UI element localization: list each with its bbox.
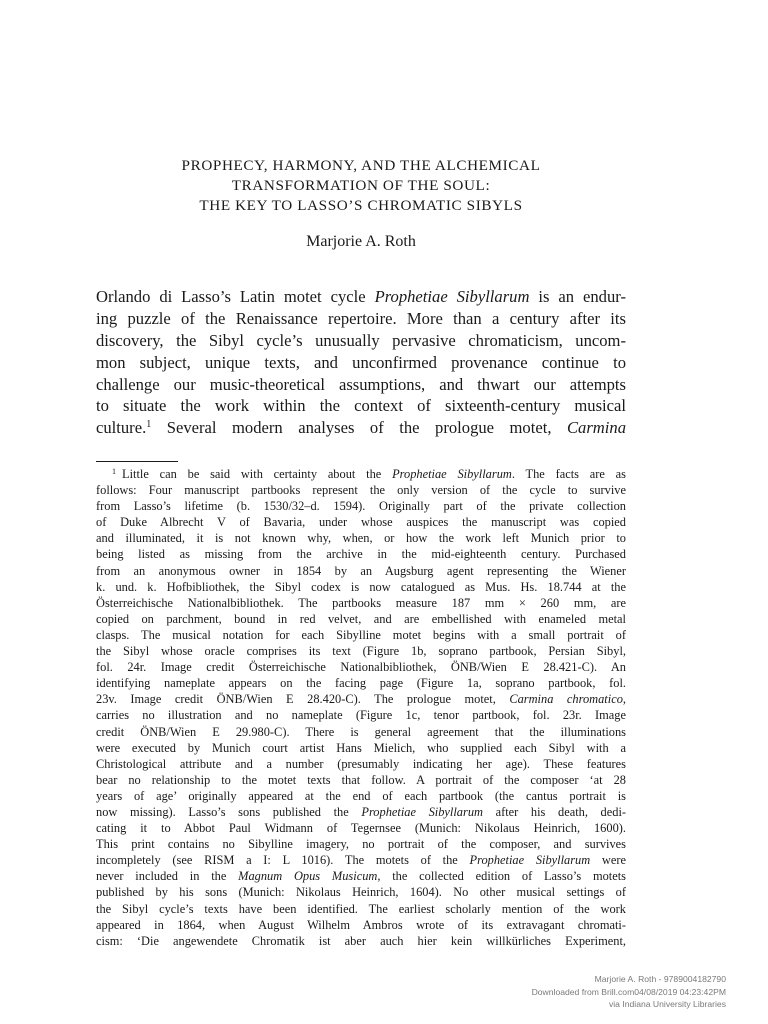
body-line <box>96 286 626 308</box>
footnote-line: cism: ‘Die angewendete Chromatik ist aber auch hier kein willkürliches Experiment, <box>96 933 626 948</box>
footnote-line: fol. 24r. Image credit Österreichische Nationalbibliothek, ÖNB/Wien E 28.421-C). An <box>96 660 626 675</box>
footnote-line: k. und. k. Hofbibliothek, the Sibyl codex is now catalogued as Mus. Hs. 18.744 at the <box>96 579 626 594</box>
footnote-line: being listed as missing from the archive in the mid-eighteenth century. Purchased <box>96 547 626 562</box>
footnote-line <box>96 804 626 820</box>
footnote-line: bear no relationship to the motet texts that follow. A portrait of the composer ‘at 28 <box>96 772 626 787</box>
stamp-line: via Indiana University Libraries <box>608 999 726 1009</box>
title-line: TRANSFORMATION OF THE SOUL: <box>231 177 491 194</box>
footnote-line: the Sibyl whose oracle comprises its text (Figure 1b, soprano partbook, Persian Sibyl, <box>96 644 626 659</box>
footnote-marker: 1 <box>112 467 116 476</box>
italic-title: Magnum Opus Musicum <box>238 869 378 884</box>
footnote-line: clasps. The musical notation for each Sibylline motet begins with a small portrait of <box>96 627 626 642</box>
article-page <box>96 0 626 1024</box>
italic-title: Prophetiae Sibyllarum <box>374 287 530 306</box>
footnote-text-run: , <box>622 692 626 707</box>
footnote-line <box>96 868 626 884</box>
title-line: PROPHECY, HARMONY, AND THE ALCHEMICAL <box>181 157 541 174</box>
body-line: challenge our music-theoretical assumptions, and thwart our attempts <box>96 374 626 394</box>
body-line <box>96 417 626 439</box>
footnote-line: copied on parchment, bound in red velvet, and are embellished with enameled metal <box>96 611 626 626</box>
article-title <box>96 156 626 216</box>
body-text-run: Orlando di Lasso’s Latin motet cycle <box>96 287 375 306</box>
footnote-line: and illuminated, it is not known why, when, or how the work left Munich prior to <box>96 531 626 546</box>
footnote-line: credit ÖNB/Wien E 29.980-C). There is general agreement that the illuminations <box>96 724 626 739</box>
italic-title: Prophetiae Sibyllarum <box>392 467 512 481</box>
footnote-text-run: after his death, dedi- <box>482 804 626 819</box>
footnote-line <box>96 852 626 868</box>
footnote-line <box>96 466 626 482</box>
body-text-run: Several modern analyses of the prologue motet, <box>151 418 567 438</box>
footnote-line: published by his sons (Munich: Nikolaus Heinrich, 1604). No other musical settings of <box>96 885 626 900</box>
footnote-line: from Lasso’s lifetime (b. 1530/32–d. 1594). Originally part of the private collection <box>96 499 626 514</box>
footnote-line: follows: Four manuscript partbooks represent the only version of the cycle to survive <box>96 483 626 498</box>
italic-title: Prophetiae Sibyllarum <box>361 804 483 819</box>
stamp-line: Downloaded from Brill.com04/08/2019 04:23:42PM <box>531 986 726 997</box>
footnote-text-run: . The facts are as <box>511 467 626 481</box>
body-line: to situate the work within the context of sixteenth-century musical <box>96 396 626 416</box>
footnote-line: appeared in 1864, when August Wilhelm Ambros wrote of its extravagant chromati- <box>96 917 626 932</box>
stamp-line: Marjorie A. Roth - 9789004182790 <box>594 974 726 984</box>
footnote-line: This print contains no Sibylline imagery, no portrait of the composer, and survives <box>96 837 626 852</box>
footnote-line: years of age’ originally appeared at the end of each partbook (the cantus portrait is <box>96 788 626 803</box>
italic-title: Prophetiae Sibyllarum <box>469 853 591 868</box>
footnote-line: from an anonymous owner in 1854 by an Augsburg agent representing the Wiener <box>96 563 626 578</box>
body-text-run: is an endur- <box>529 287 626 306</box>
body-paragraph <box>96 286 626 439</box>
footnote-text-run: incompletely (see RISM a I: L 1016). The motets of the <box>96 853 470 868</box>
footnote-line: of Duke Albrecht V of Bavaria, under whose auspices the manuscript was copied <box>96 515 626 530</box>
footnote-text-run: never included in the <box>96 869 239 884</box>
footnote-line: carries no illustration and no nameplate (Figure 1c, tenor partbook, fol. 23r. Image <box>96 708 626 723</box>
footnote-text-run: Little can be said with certainty about the <box>122 467 393 481</box>
footnote-line: identifying nameplate appears on the facing page (Figure 1a, soprano partbook, fol. <box>96 676 626 691</box>
footnote-text-run: 23v. Image credit ÖNB/Wien E 28.420-C). The prologue motet, <box>96 692 510 707</box>
footnote-line: cating it to Abbot Paul Widmann of Tegernsee (Munich: Nikolaus Heinrich, 1600). <box>96 821 626 836</box>
footnote-1 <box>96 466 626 949</box>
article-author: Marjorie A. Roth <box>306 233 416 250</box>
body-text-run: culture. <box>96 418 147 438</box>
italic-title: Carmina chromatico <box>509 692 623 707</box>
body-line: discovery, the Sibyl cycle’s unusually pervasive chromaticism, uncom- <box>96 330 626 350</box>
body-line: ing puzzle of the Renaissance repertoire. More than a century after its <box>96 308 626 328</box>
footnote-line: the Sibyl cycle’s texts have been identified. The earliest scholarly mention of the work <box>96 901 626 916</box>
footnote-text-run: , the collected edition of Lasso’s motets <box>377 869 626 884</box>
footnote-line: Christological attribute and a number (presumably indicating her age). These features <box>96 756 626 771</box>
footnote-reference[interactable]: 1 <box>146 419 152 431</box>
footnote-line <box>96 691 626 707</box>
footnote-divider <box>96 461 178 462</box>
download-stamp <box>406 973 726 1011</box>
body-line: mon subject, unique texts, and unconfirmed provenance continue to <box>96 352 626 372</box>
footnote-line: were executed by Munich court artist Hans Mielich, who supplied each Sibyl with a <box>96 740 626 755</box>
footnote-text-run: were <box>590 853 626 868</box>
footnote-line: Österreichische Nationalbibliothek. The partbooks measure 187 mm × 260 mm, are <box>96 595 626 610</box>
title-line: THE KEY TO LASSO’S CHROMATIC SIBYLS <box>199 197 523 214</box>
italic-title: Carmina <box>566 418 626 438</box>
footnote-text-run: now missing). Lasso’s sons published the <box>96 804 362 819</box>
